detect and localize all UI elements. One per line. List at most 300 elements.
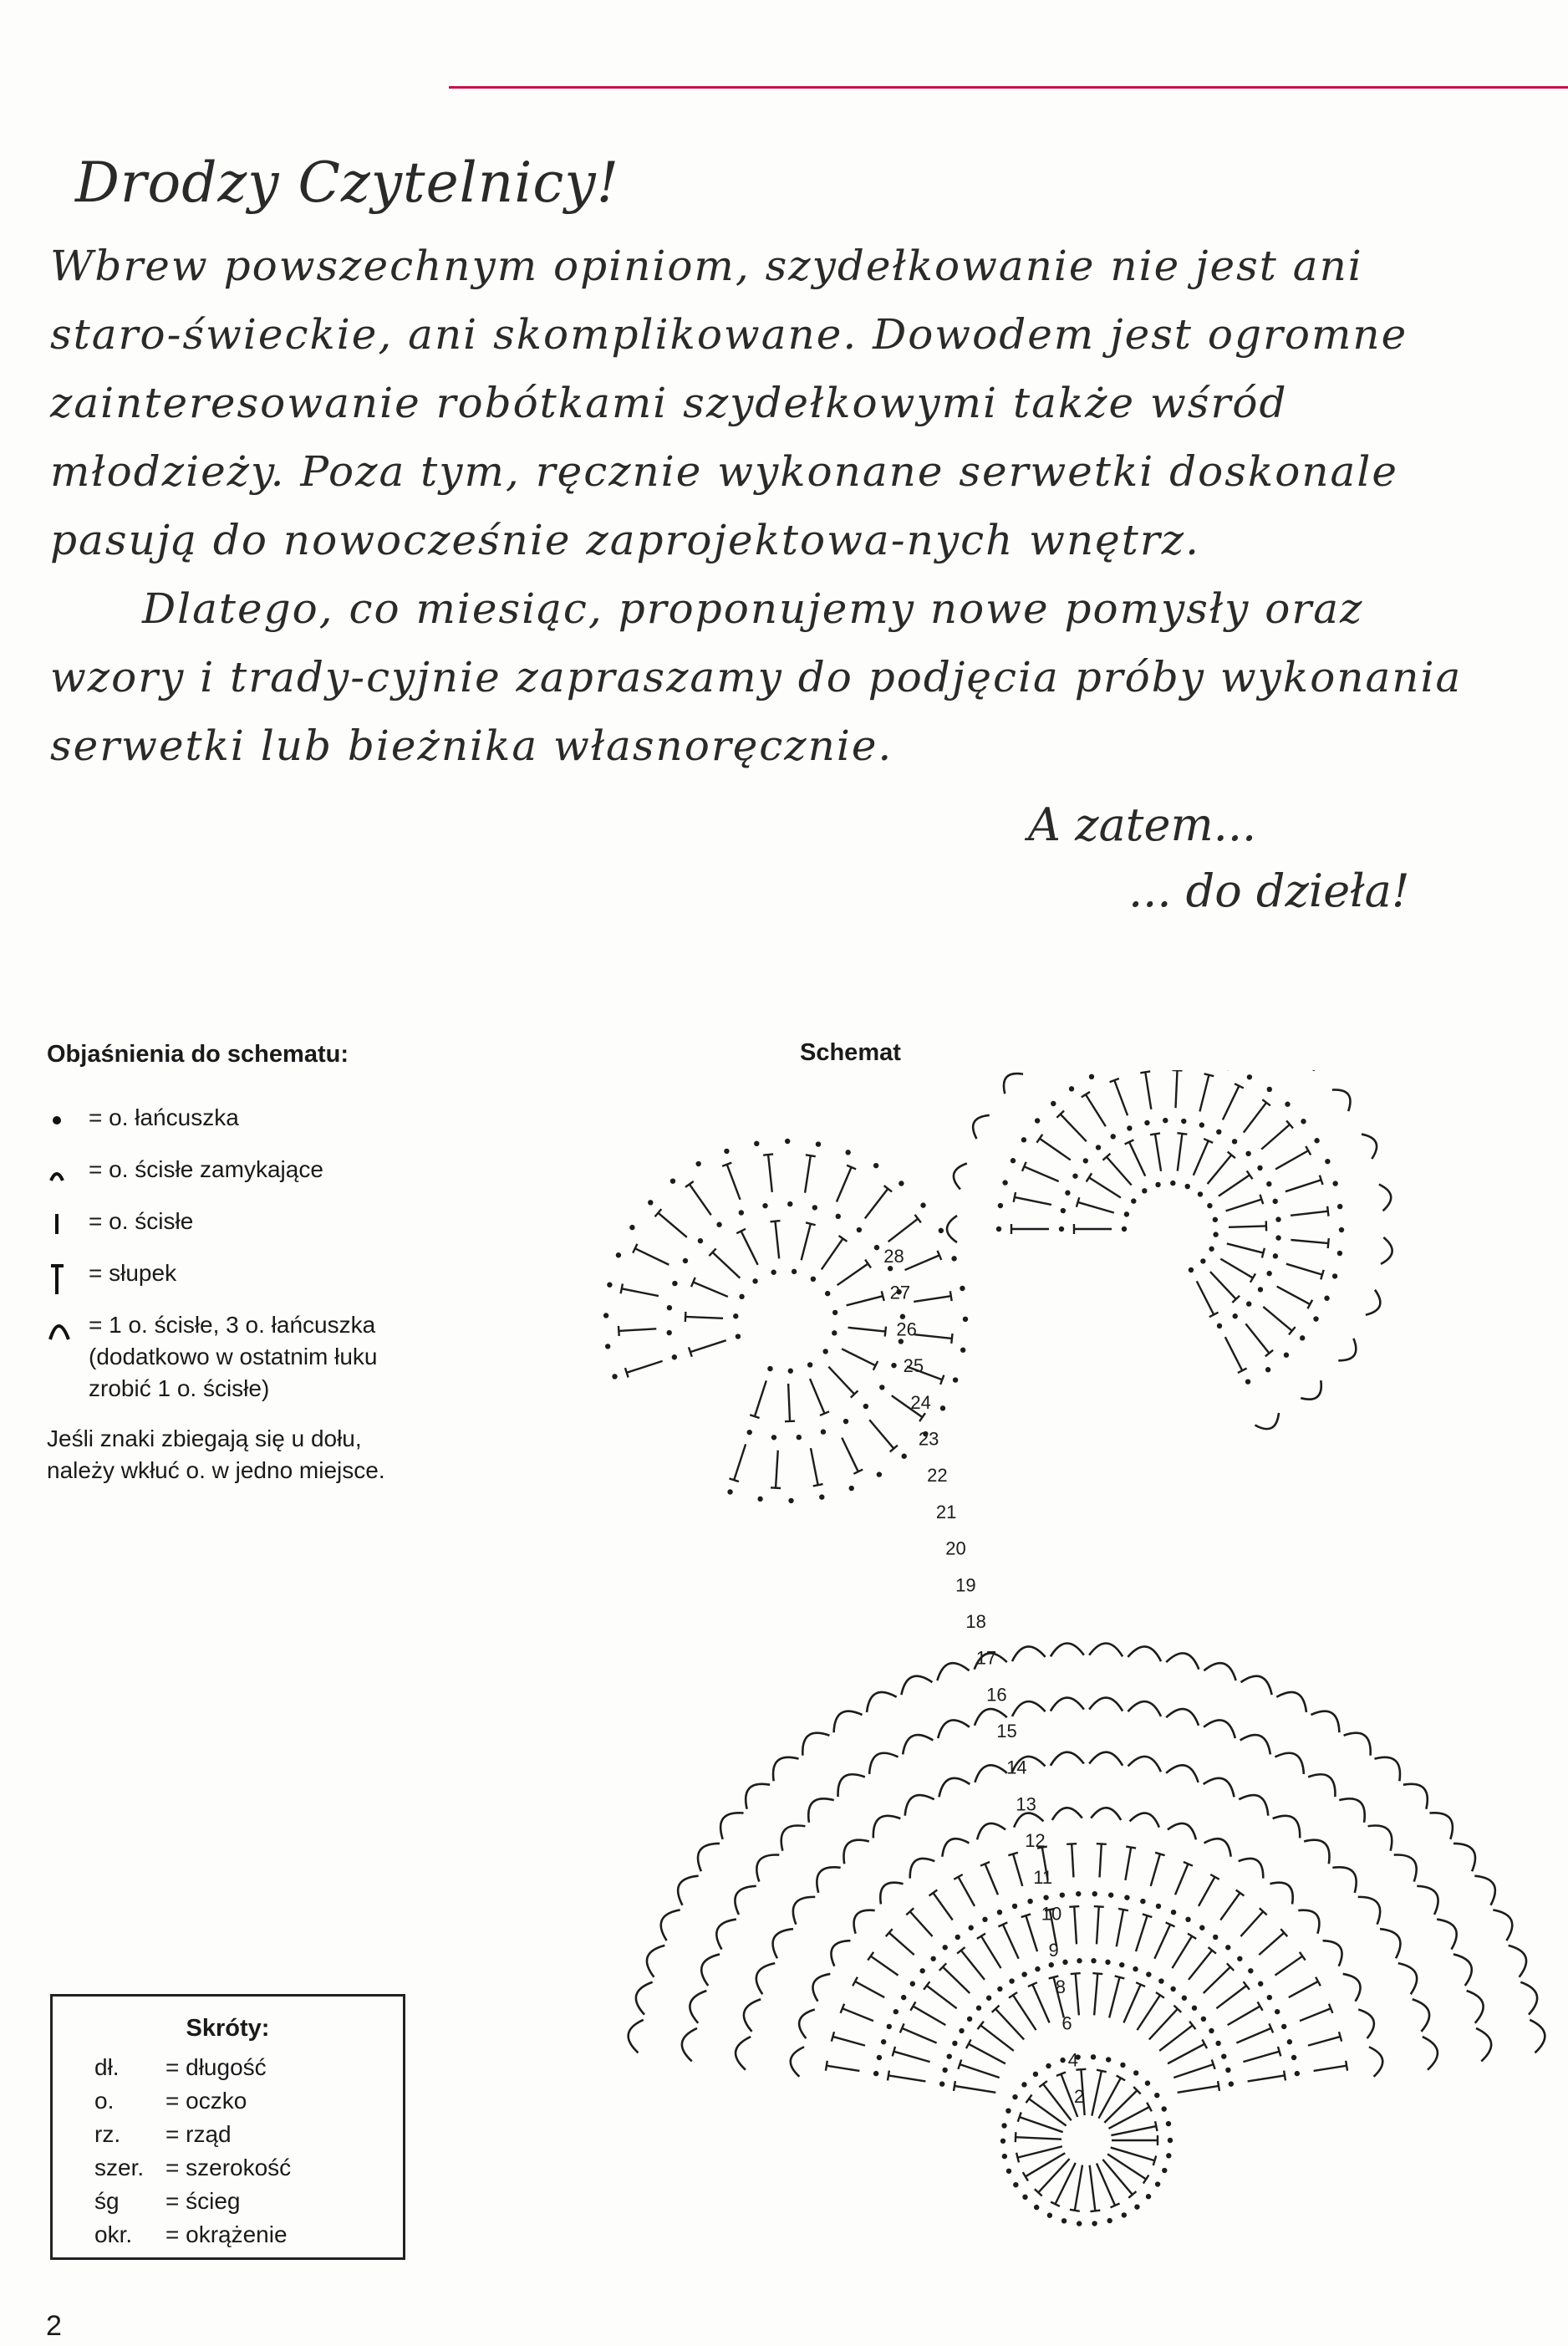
chain-arch xyxy=(1204,1720,1235,1738)
header-accent-rule xyxy=(449,86,1568,89)
treble-stitch-bar xyxy=(1014,1192,1016,1202)
chain-dot xyxy=(1072,1173,1077,1178)
legend-row xyxy=(47,1206,431,1239)
chain-arch xyxy=(1301,1380,1321,1400)
treble-stitch-bar xyxy=(1284,2071,1285,2081)
treble-stitch xyxy=(635,1248,669,1265)
chain-arch xyxy=(854,1910,875,1934)
treble-stitch-bar xyxy=(893,2047,895,2057)
legend-text: = o. ścisłe zamykające xyxy=(89,1156,323,1182)
treble-stitch xyxy=(893,2052,929,2062)
chain-arch xyxy=(1293,1070,1314,1071)
treble-stitch xyxy=(1098,2078,1120,2118)
treble-stitch xyxy=(713,1252,741,1278)
chain-dot xyxy=(1295,2071,1300,2076)
treble-stitch-bar xyxy=(806,1222,816,1225)
chain-dot xyxy=(1332,1273,1337,1278)
chain-arch xyxy=(698,1844,720,1871)
chain-arch xyxy=(1338,1339,1356,1360)
chain-dot xyxy=(1154,2093,1159,2098)
chain-dot xyxy=(1266,1181,1271,1186)
chain-dot xyxy=(1217,1323,1222,1329)
treble-stitch xyxy=(1145,1072,1151,1109)
chain-dot xyxy=(1144,1120,1149,1125)
chain-arch xyxy=(1204,1839,1231,1857)
treble-stitch xyxy=(1210,1272,1236,1299)
treble-stitch xyxy=(842,1438,858,1472)
chain-dot xyxy=(812,1205,817,1210)
chain-dot xyxy=(716,1222,721,1227)
chain-dot xyxy=(849,1486,854,1491)
treble-stitch xyxy=(914,1334,952,1339)
chain-dot xyxy=(1229,2081,1234,2086)
treble-stitch-bar xyxy=(1143,2175,1149,2184)
row-number-label: 8 xyxy=(1055,1976,1066,1997)
treble-stitch xyxy=(888,1219,919,1242)
row-number-label: 14 xyxy=(1006,1757,1027,1778)
chain-dot xyxy=(843,1419,848,1424)
treble-stitch xyxy=(811,1448,818,1485)
treble-stitch xyxy=(685,1317,723,1318)
chain-dot xyxy=(1266,1271,1271,1276)
row-number-label: 17 xyxy=(975,1647,997,1669)
treble-stitch-bar xyxy=(885,1327,886,1337)
treble-stitch xyxy=(1308,2037,1341,2046)
treble-stitch xyxy=(1155,1134,1161,1170)
treble-stitch xyxy=(943,1967,970,1993)
chain-arch xyxy=(799,2010,815,2038)
treble-stitch-bar xyxy=(1118,1909,1128,1910)
treble-stitch-bar xyxy=(832,2032,834,2042)
abbreviation-key: szer. xyxy=(94,2155,145,2180)
chain-dot xyxy=(785,1139,790,1144)
treble-stitch xyxy=(905,1255,939,1270)
treble-stitch xyxy=(1314,2066,1347,2071)
treble-stitch xyxy=(1236,2028,1270,2043)
treble-stitch xyxy=(902,2028,936,2043)
chain-arch xyxy=(1298,1910,1319,1934)
chain-dot xyxy=(1281,2024,1286,2029)
chain-arch xyxy=(716,1920,736,1950)
treble-stitch xyxy=(1100,1844,1102,1878)
chain-dot xyxy=(1146,2194,1151,2199)
treble-stitch xyxy=(837,1167,852,1201)
treble-stitch xyxy=(1285,1180,1321,1191)
chain-dot xyxy=(1106,2057,1111,2062)
chain-arch xyxy=(661,1910,680,1941)
legend-title: Objaśnienia do schematu: xyxy=(47,1041,349,1068)
treble-stitch xyxy=(1154,1925,1170,1959)
chain-dot xyxy=(1096,1145,1101,1150)
chain-dot xyxy=(1043,1895,1048,1900)
treble-stitch xyxy=(913,2007,945,2026)
chain-arch xyxy=(1332,1867,1356,1893)
chain-dot xyxy=(648,1200,653,1205)
treble-stitch-bar xyxy=(1236,1890,1245,1896)
row-number-label: 2 xyxy=(1074,2086,1085,2107)
treble-stitch xyxy=(1026,1915,1037,1951)
chain-arch xyxy=(1051,1643,1084,1656)
treble-stitch xyxy=(837,1264,868,1286)
treble-stitch xyxy=(1261,1125,1290,1150)
chain-dot xyxy=(1158,1978,1163,1983)
chain-arch xyxy=(1166,1709,1199,1726)
treble-stitch-bar xyxy=(1069,1906,1079,1907)
chain-dot xyxy=(1233,1313,1238,1318)
treble-stitch xyxy=(658,1213,686,1237)
treble-stitch xyxy=(755,1380,766,1416)
chain-dot xyxy=(1034,2205,1039,2210)
row-number-label: 20 xyxy=(945,1538,966,1559)
treble-stitch xyxy=(1018,2146,1062,2157)
chain-dot xyxy=(1275,1235,1280,1240)
chain-dot xyxy=(877,2055,882,2060)
chain-dot xyxy=(1216,1130,1221,1135)
treble-stitch xyxy=(1026,2153,1065,2176)
abbreviation-row xyxy=(94,2185,291,2218)
chain-dot xyxy=(986,1996,991,2001)
treble-stitch xyxy=(827,2066,860,2071)
chain-arch xyxy=(1423,2037,1438,2070)
treble-stitch-bar xyxy=(888,2071,889,2081)
chain-dot xyxy=(1166,2153,1171,2158)
treble-stitch xyxy=(805,1155,811,1192)
treble-stitch-bar xyxy=(839,1236,848,1242)
abbreviation-key: okr. xyxy=(94,2221,133,2247)
chain-arch xyxy=(735,1886,756,1915)
treble-stitch xyxy=(1178,2086,1219,2093)
row-number-label: 26 xyxy=(896,1318,917,1340)
chain-arch xyxy=(1368,1825,1392,1850)
chain-dot xyxy=(1221,2053,1226,2058)
chain-dot xyxy=(881,2039,886,2044)
chain-dot xyxy=(1091,2054,1096,2059)
chain-dot xyxy=(1002,1180,1007,1185)
chain-arch xyxy=(938,1720,970,1738)
chain-dot xyxy=(821,1429,826,1434)
chain-arch xyxy=(793,1897,815,1925)
abbreviation-row xyxy=(94,2051,291,2084)
chain-dot xyxy=(1225,2068,1230,2073)
abbreviation-key: dł. xyxy=(94,2054,120,2080)
chain-arch xyxy=(942,1839,969,1857)
row-number-label: 22 xyxy=(927,1465,948,1487)
chain-dot xyxy=(698,1238,703,1243)
chain-arch xyxy=(1394,1854,1417,1881)
treble-stitch xyxy=(1244,1103,1266,1133)
chain-arch xyxy=(744,1999,761,2032)
treble-stitch xyxy=(810,1379,824,1413)
chain-dot xyxy=(1092,2221,1097,2226)
t-stitch-icon xyxy=(47,1257,89,1291)
chain-arch xyxy=(781,1825,806,1850)
treble-stitch xyxy=(1248,2075,1285,2081)
treble-stitch xyxy=(1216,1986,1246,2008)
chain-dot xyxy=(1047,2213,1052,2218)
treble-stitch xyxy=(1259,1933,1284,1955)
chain-arch xyxy=(831,1941,850,1966)
treble-stitch-bar xyxy=(1321,1270,1323,1279)
treble-stitch-bar xyxy=(685,1312,686,1322)
chain-arch xyxy=(975,1765,1006,1782)
chain-dot xyxy=(1301,1119,1306,1124)
chain-arch xyxy=(1166,1653,1199,1669)
chain-dot xyxy=(996,1227,1001,1232)
treble-stitch-bar xyxy=(919,1413,925,1421)
chain-arch xyxy=(808,1798,833,1823)
treble-stitch xyxy=(1107,1157,1132,1186)
treble-stitch xyxy=(1240,1911,1263,1936)
chain-dot xyxy=(1182,1996,1187,2001)
chain-dot xyxy=(960,1286,965,1291)
treble-stitch xyxy=(1109,1977,1119,2017)
row-number-label: 12 xyxy=(1025,1830,1046,1852)
editorial-letter xyxy=(50,150,1488,917)
chain-dot xyxy=(943,1945,948,1950)
treble-stitch-bar xyxy=(1140,1071,1150,1073)
treble-stitch xyxy=(960,2064,999,2078)
chain-dot xyxy=(822,1349,827,1354)
treble-stitch xyxy=(1228,2007,1260,2026)
chain-dot xyxy=(1046,2063,1051,2068)
small-arch-icon xyxy=(47,1154,89,1187)
chain-arch xyxy=(973,1115,990,1139)
chain-dot xyxy=(757,1497,762,1502)
chain-arch xyxy=(1012,1646,1046,1661)
treble-stitch xyxy=(1136,1915,1148,1951)
chain-arch xyxy=(1275,1753,1303,1774)
chain-arch xyxy=(1241,1676,1272,1695)
chain-dot xyxy=(887,2024,892,2029)
treble-stitch xyxy=(1243,2052,1279,2062)
chain-dot xyxy=(836,1214,841,1219)
treble-stitch xyxy=(1108,2107,1149,2129)
chain-dot xyxy=(1162,2106,1167,2111)
chain-dot xyxy=(1339,1227,1344,1232)
treble-stitch xyxy=(1076,1974,1079,2016)
treble-stitch xyxy=(843,2008,873,2021)
chain-dot xyxy=(670,1178,675,1183)
treble-stitch xyxy=(1092,2071,1102,2116)
chain-arch xyxy=(873,1816,901,1839)
row-number-label: 13 xyxy=(1016,1793,1036,1815)
treble-stitch xyxy=(1286,1264,1322,1275)
chain-dot xyxy=(1215,2041,1220,2046)
chain-dot xyxy=(1200,1258,1205,1263)
chain-dot xyxy=(1291,2055,1296,2060)
chain-arch xyxy=(1358,1897,1380,1925)
treble-stitch xyxy=(1225,1337,1242,1370)
chain-dot xyxy=(667,1305,672,1310)
chain-dot xyxy=(1273,1199,1278,1204)
treble-stitch xyxy=(1194,1140,1209,1175)
treble-stitch-bar xyxy=(1177,1133,1187,1135)
chain-dot xyxy=(1199,1122,1204,1127)
treble-stitch xyxy=(1229,1226,1266,1227)
chain-dot xyxy=(1105,1960,1110,1965)
abbreviation-row xyxy=(94,2084,291,2118)
chain-dot xyxy=(1001,2123,1006,2128)
chain-dot xyxy=(1257,1165,1262,1170)
chain-dot xyxy=(797,1435,802,1440)
treble-stitch xyxy=(848,1328,886,1332)
chain-dot xyxy=(1009,1978,1014,1983)
chain-dot xyxy=(1171,1910,1176,1915)
chain-dot xyxy=(1284,1353,1289,1358)
chain-dot xyxy=(1134,2204,1139,2209)
chain-dot xyxy=(1107,2218,1112,2223)
chain-dot xyxy=(1013,2182,1018,2187)
treble-stitch xyxy=(741,1232,758,1265)
chain-arch xyxy=(812,1974,830,2002)
chain-arch xyxy=(1476,2028,1491,2062)
chain-arch xyxy=(1239,1859,1264,1879)
chain-arch xyxy=(1474,1876,1494,1905)
legend-row xyxy=(47,1257,431,1291)
chain-arch xyxy=(1520,1982,1537,2015)
treble-stitch xyxy=(1300,2008,1331,2021)
chain-dot xyxy=(874,1245,879,1250)
chain-dot xyxy=(1127,1125,1132,1130)
chain-dot xyxy=(1060,1892,1065,1897)
chain-dot xyxy=(877,1471,882,1476)
treble-stitch xyxy=(693,1282,727,1296)
chain-arch xyxy=(1089,1643,1123,1656)
chain-dot xyxy=(1267,1995,1272,2000)
chain-dot xyxy=(1077,1958,1082,1963)
chain-dot xyxy=(1092,1891,1097,1896)
treble-stitch xyxy=(1038,2159,1069,2192)
chain-dot xyxy=(1258,1287,1263,1292)
chain-arch xyxy=(1128,1701,1161,1716)
dot-icon xyxy=(47,1102,89,1135)
chain-arch xyxy=(1429,1813,1452,1839)
treble-stitch-bar xyxy=(1346,2061,1347,2071)
chain-arch xyxy=(903,1735,933,1754)
chain-dot xyxy=(1314,1138,1319,1143)
chain-dot xyxy=(1170,1181,1175,1186)
treble-stitch xyxy=(1075,2165,1082,2211)
row-number-label: 27 xyxy=(889,1282,911,1303)
legend-row xyxy=(47,1154,431,1187)
chain-arch xyxy=(1403,1784,1428,1809)
chain-dot xyxy=(893,2009,899,2014)
chain-dot xyxy=(1051,1101,1056,1106)
chain-arch xyxy=(1467,1991,1484,2023)
treble-stitch-bar xyxy=(1008,1853,1018,1855)
letter-closing-2: ... do dzieła! xyxy=(1128,864,1410,917)
chain-dot xyxy=(724,1149,729,1154)
chain-dot xyxy=(1108,1892,1113,1897)
chain-arch xyxy=(1344,1733,1371,1756)
chain-dot xyxy=(953,1377,958,1382)
chain-dot xyxy=(1002,2154,1007,2159)
treble-stitch xyxy=(1032,1985,1049,2023)
chain-dot xyxy=(1213,1217,1218,1222)
chain-dot xyxy=(1124,1895,1129,1900)
treble-stitch xyxy=(1104,2090,1137,2123)
legend-row xyxy=(47,1309,431,1405)
legend-text: = o. łańcuszka xyxy=(89,1104,239,1130)
treble-stitch xyxy=(622,1288,659,1296)
chain-dot xyxy=(1285,1102,1290,1107)
chain-dot xyxy=(832,1310,837,1315)
treble-stitch-bar xyxy=(1300,1952,1306,1961)
chain-dot xyxy=(976,2006,981,2011)
treble-stitch xyxy=(1220,1259,1253,1278)
chain-dot xyxy=(959,2028,964,2033)
chain-arch xyxy=(736,2037,751,2070)
chain-dot xyxy=(1059,1227,1064,1232)
chain-arch xyxy=(690,1991,706,2023)
treble-stitch xyxy=(1024,1166,1058,1181)
chain-dot xyxy=(952,2041,957,2046)
chain-arch xyxy=(1381,1237,1392,1264)
treble-stitch-bar xyxy=(1036,1135,1042,1143)
chain-arch xyxy=(910,1859,935,1879)
treble-stitch xyxy=(734,1444,746,1480)
treble-stitch-bar xyxy=(929,1890,938,1896)
treble-stitch xyxy=(1125,1848,1131,1880)
treble-stitch-bar xyxy=(954,2081,955,2091)
treble-stitch xyxy=(619,1329,656,1331)
chain-dot xyxy=(1061,2218,1067,2223)
chain-arch xyxy=(1343,1974,1361,2002)
chain-dot xyxy=(1120,2063,1125,2068)
row-number-label: 18 xyxy=(965,1610,986,1632)
treble-stitch-bar xyxy=(806,1155,816,1156)
chain-dot xyxy=(1076,1891,1081,1896)
chain-arch xyxy=(1530,2020,1545,2053)
treble-stitch xyxy=(933,1893,952,1920)
chain-arch xyxy=(838,1774,865,1797)
row-number-label: 23 xyxy=(918,1428,939,1450)
chain-dot xyxy=(1142,1188,1147,1193)
chain-dot xyxy=(1035,1966,1040,1971)
treble-stitch xyxy=(802,1224,811,1261)
treble-stitch-bar xyxy=(1155,1853,1165,1855)
chain-arch xyxy=(1308,1774,1335,1797)
abbreviations-table xyxy=(94,2051,291,2252)
chain-dot xyxy=(816,1141,821,1146)
chain-arch xyxy=(817,1867,840,1893)
chain-dot xyxy=(1245,1379,1250,1384)
chain-dot xyxy=(672,1281,677,1286)
abbreviation-meaning: = okrążenie xyxy=(165,2221,288,2247)
chain-dot xyxy=(982,1917,987,1922)
chain-dot xyxy=(1300,1335,1305,1340)
chain-dot xyxy=(940,1405,945,1410)
treble-stitch-bar xyxy=(1150,1133,1160,1135)
treble-stitch-bar xyxy=(1156,1992,1164,1998)
treble-stitch-bar xyxy=(865,1260,871,1268)
chain-arch xyxy=(1276,1692,1306,1712)
treble-stitch xyxy=(1074,1906,1077,1944)
chain-arch xyxy=(1379,1185,1391,1211)
chain-dot xyxy=(899,1181,904,1186)
chain-dot xyxy=(879,1385,884,1390)
chain-arch xyxy=(947,1216,957,1242)
chain-arch xyxy=(1004,1074,1023,1094)
treble-stitch-bar xyxy=(1009,1992,1017,1998)
abbreviations-box xyxy=(50,1994,405,2260)
treble-stitch xyxy=(1178,1134,1183,1171)
chain-dot xyxy=(1069,1086,1074,1091)
treble-stitch-bar xyxy=(1087,1173,1092,1181)
chain-arch xyxy=(1255,1413,1280,1429)
treble-stitch-bar xyxy=(882,1291,884,1301)
chain-dot xyxy=(969,1925,974,1930)
